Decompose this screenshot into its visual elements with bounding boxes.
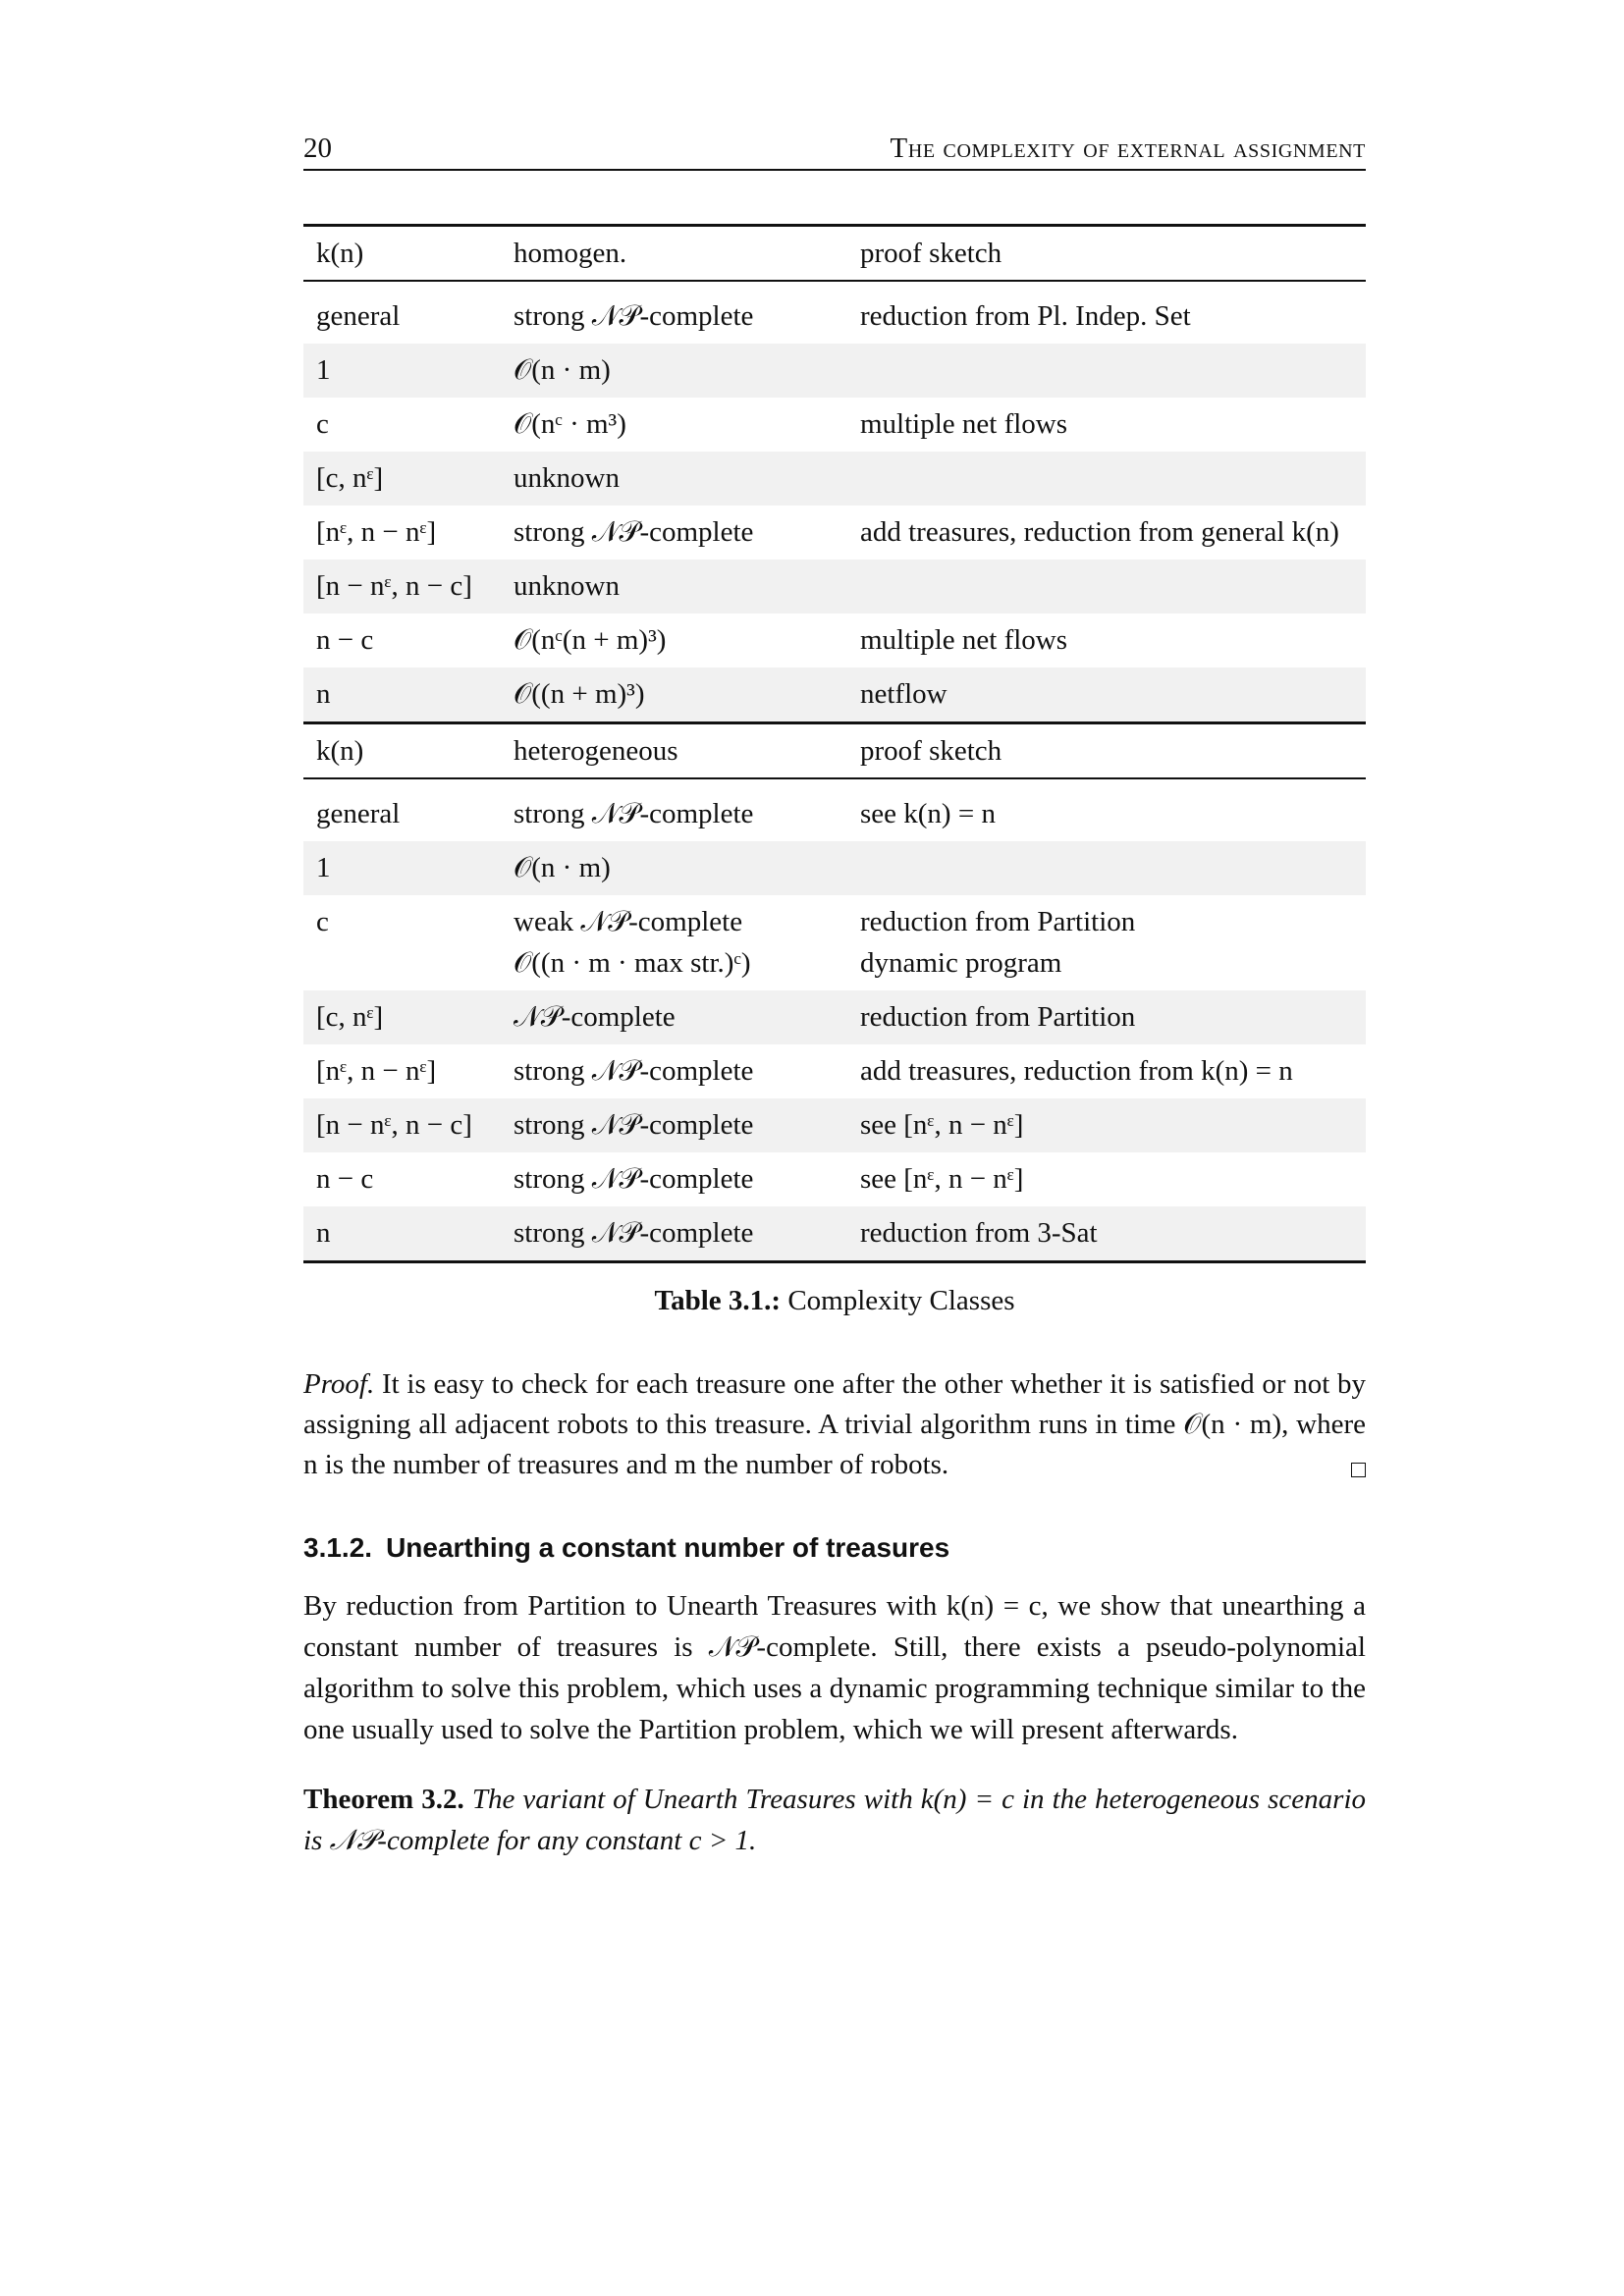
table-cell: add treasures, reduction from k(n) = n (860, 1055, 1293, 1087)
table-row (303, 1152, 1366, 1206)
caption-label: Table 3.1.: (654, 1285, 782, 1316)
table-row (303, 398, 1366, 452)
qed-icon (1351, 1463, 1366, 1477)
table-cell: reduction from Partition (847, 990, 1366, 1044)
table-cell: c (316, 408, 329, 440)
table-cell: strong 𝒩𝒫-complete (514, 798, 754, 829)
table-row (303, 614, 1366, 667)
table-cell: n (303, 667, 501, 723)
table-cell: see [nᵋ, n − nᵋ] (860, 1163, 1024, 1195)
table-cell: 𝒪(n · m) (501, 841, 847, 895)
table-cell: n − c (316, 624, 374, 656)
header-cell: heterogeneous (501, 723, 847, 779)
table-cell (847, 841, 1366, 895)
table-cell: n (303, 1206, 501, 1262)
table-row (303, 1044, 1366, 1098)
header-cell: homogen. (501, 226, 847, 282)
table-cell (847, 452, 1366, 506)
table-row (303, 506, 1366, 560)
table-cell-line: 𝒪((n · m · max str.)ᶜ) (514, 947, 751, 979)
table-cell: 1 (303, 841, 501, 895)
table-cell (847, 895, 1366, 990)
table-cell: strong 𝒩𝒫-complete (514, 1163, 754, 1195)
header-cell: k(n) (303, 226, 501, 282)
table-cell: reduction from 3-Sat (847, 1206, 1366, 1262)
table-cell-line: dynamic program (860, 947, 1062, 979)
table-cell: multiple net flows (860, 624, 1068, 656)
table-caption (303, 1285, 1366, 1317)
table-cell: multiple net flows (860, 408, 1068, 440)
table-cell (847, 344, 1366, 398)
running-head (303, 133, 1366, 171)
table-header-row (303, 723, 1366, 779)
table-row (303, 895, 1366, 990)
table-row (303, 344, 1366, 398)
complexity-table (303, 224, 1366, 1263)
table-cell: general (316, 798, 401, 829)
table-row (303, 667, 1366, 723)
table-cell: [nᵋ, n − nᵋ] (316, 1055, 437, 1087)
table-cell: strong 𝒩𝒫-complete (514, 516, 754, 548)
running-title: The complexity of external assignment (890, 133, 1366, 164)
table-cell: add treasures, reduction from general k(n) (860, 516, 1339, 548)
table-cell: general (316, 300, 401, 332)
table-row (303, 778, 1366, 841)
table-cell: 𝒩𝒫-complete (501, 990, 847, 1044)
table-cell: 𝒪(nᶜ(n + m)³) (514, 624, 667, 656)
table-cell: 𝒪((n + m)³) (501, 667, 847, 723)
proof-block (303, 1364, 1366, 1485)
table-cell: strong 𝒩𝒫-complete (501, 1098, 847, 1152)
table-cell: strong 𝒩𝒫-complete (501, 1206, 847, 1262)
table-cell: netflow (847, 667, 1366, 723)
table-cell: 1 (303, 344, 501, 398)
table-cell: [nᵋ, n − nᵋ] (316, 516, 437, 548)
header-cell: proof sketch (847, 723, 1366, 779)
table-cell: [c, nᵋ] (303, 452, 501, 506)
table-cell: strong 𝒩𝒫-complete (514, 300, 754, 332)
proof-text: It is easy to check for each treasure one after the other whether it is satisfied or not by assigning all adjacent robots to this treasure. A trivial algorithm runs in time 𝒪(n · m), where n is the number of treasures and m the number of robots. (303, 1368, 1366, 1480)
table-row (303, 990, 1366, 1044)
body-paragraph: By reduction from Partition to Unearth Treasures with k(n) = c, we show that unearthing a constant number of treasures is 𝒩𝒫-complete. Still, there exists a pseudo-polynomial algorithm to solve this problem, which uses a dynamic programming technique similar to the one usually used to solve the Partition problem, which we will present afterwards. (303, 1590, 1366, 1745)
table-cell-line: weak 𝒩𝒫-complete (514, 906, 743, 937)
table-row (303, 1206, 1366, 1262)
table-row (303, 281, 1366, 344)
table-cell: see [nᵋ, n − nᵋ] (847, 1098, 1366, 1152)
section-heading (303, 1532, 1366, 1564)
page (303, 133, 1366, 1890)
table-cell: [n − nᵋ, n − c] (303, 1098, 501, 1152)
section-title: Unearthing a constant number of treasures (386, 1532, 950, 1563)
table-header-row (303, 226, 1366, 282)
caption-text: Complexity Classes (787, 1285, 1015, 1316)
table-cell: unknown (501, 452, 847, 506)
table-row (303, 841, 1366, 895)
table-cell: [n − nᵋ, n − c] (303, 560, 501, 614)
table-cell: reduction from Pl. Indep. Set (860, 300, 1191, 332)
table-row (303, 560, 1366, 614)
table-cell: n − c (316, 1163, 374, 1195)
header-cell: k(n) (303, 723, 501, 779)
header-cell: proof sketch (847, 226, 1366, 282)
theorem-text: The variant of Unearth Treasures with k(n) = c in the heterogeneous scenario is 𝒩𝒫-complete for any constant c > 1. (303, 1784, 1366, 1856)
theorem-block (303, 1779, 1366, 1861)
table-cell: unknown (501, 560, 847, 614)
theorem-label: Theorem 3.2. (303, 1784, 464, 1815)
table-cell: [c, nᵋ] (303, 990, 501, 1044)
table-cell: 𝒪(nᶜ · m³) (514, 408, 626, 440)
table-row (303, 1098, 1366, 1152)
section-number: 3.1.2. (303, 1532, 373, 1563)
table-cell (847, 560, 1366, 614)
table-cell-line: reduction from Partition (860, 906, 1136, 937)
table-row (303, 452, 1366, 506)
table-cell: see k(n) = n (860, 798, 996, 829)
table-cell: 𝒪(n · m) (501, 344, 847, 398)
table-cell: c (316, 906, 329, 937)
table-cell (501, 895, 847, 990)
page-number: 20 (303, 133, 332, 164)
table-cell: strong 𝒩𝒫-complete (514, 1055, 754, 1087)
proof-label: Proof. (303, 1368, 375, 1400)
